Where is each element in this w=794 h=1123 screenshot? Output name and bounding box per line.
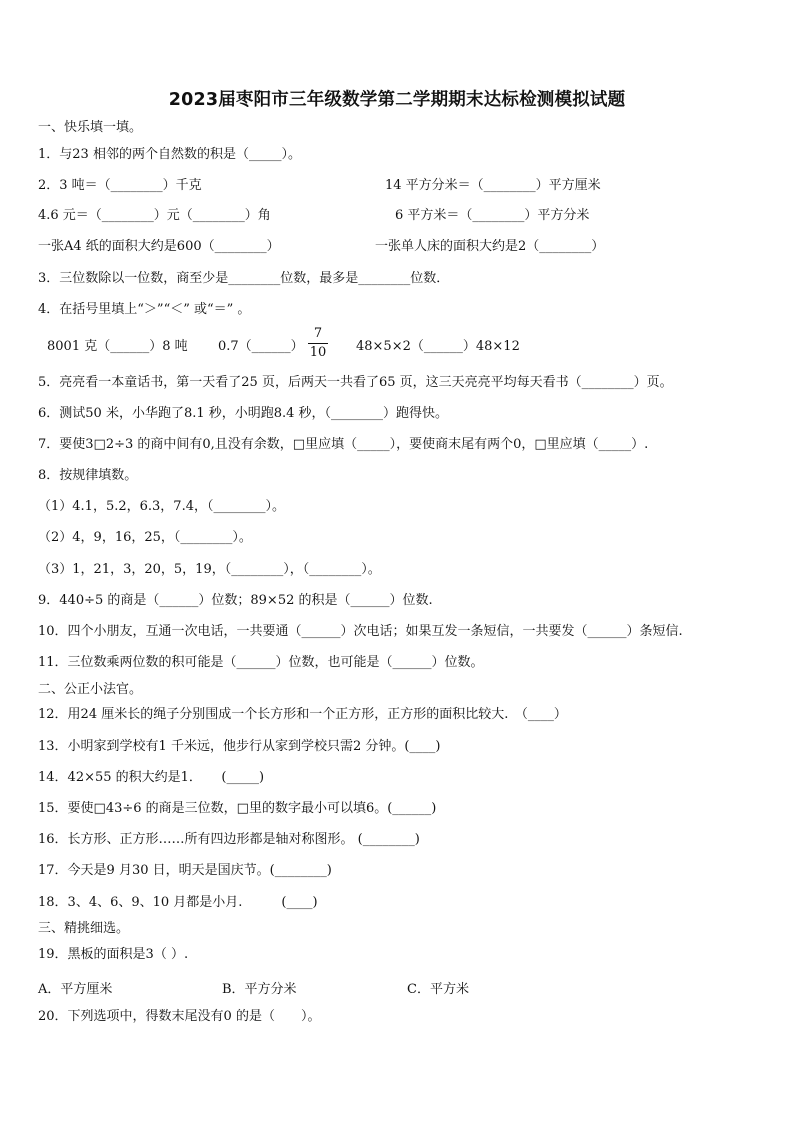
section-heading-3: 三、精挑细选。 [38, 921, 130, 936]
section-heading-2: 二、公正小法官。 [38, 682, 143, 697]
question-16: 16．长方形、正方形……所有四边形都是轴对称图形。 (________) [38, 832, 420, 847]
question-15: 15．要使□43÷6 的商是三位数，□里的数字最小可以填6。(______) [38, 801, 437, 816]
fraction-7-10 [308, 326, 328, 361]
question-4c: 48×5×2（______）48×12 [356, 339, 520, 354]
fraction-denominator: 10 [309, 345, 327, 360]
question-2c: 4.6 元＝（________）元（________）角 [38, 208, 271, 223]
fraction-numerator: 7 [313, 326, 323, 341]
question-9: 9．440÷5 的商是（______）位数；89×52 的积是（______）位数. [38, 593, 433, 608]
question-5: 5．亮亮看一本童话书，第一天看了25 页，后两天一共看了65 页，这三天亮亮平均每天看书（________）页。 [38, 375, 673, 390]
question-19-option-c[interactable]: C．平方米 [407, 982, 469, 997]
question-3: 3．三位数除以一位数，商至少是________位数，最多是________位数． [38, 271, 450, 286]
question-14: 14．42×55 的积大约是1． (_____) [38, 770, 265, 785]
question-19-stem: 19．黑板的面积是3（ ）. [38, 947, 189, 962]
question-2d: 6 平方米＝（________）平方分米 [395, 208, 590, 223]
question-2e: 一张A4 纸的面积大约是600（________） [38, 239, 280, 254]
question-18: 18．3、4、6、9、10 月都是小月. (____) [38, 895, 318, 910]
question-8-stem: 8．按规律填数。 [38, 468, 138, 483]
question-8c: （3）1，21，3，20，5，19，（________），（________）。 [38, 562, 381, 577]
page-title: 2023届枣阳市三年级数学第二学期期末达标检测模拟试题 [168, 90, 626, 110]
question-8a: （1）4.1，5.2，6.3，7.4，（________）。 [38, 499, 285, 514]
question-11: 11．三位数乘两位数的积可能是（______）位数，也可能是（______）位数。 [38, 655, 484, 670]
question-2b: 14 平方分米＝（________）平方厘米 [385, 178, 601, 193]
question-8b: （2）4，9，16，25，（________）。 [38, 530, 252, 545]
question-7: 7．要使3□2÷3 的商中间有0,且没有余数，□里应填（_____），要使商末尾有两个0，□里应填（_____）. [38, 437, 649, 452]
question-10: 10．四个小朋友，互通一次电话，一共要通（______）次电话；如果互发一条短信，一共要发（______）条短信. [38, 624, 683, 639]
question-19-option-b[interactable]: B．平方分米 [222, 982, 297, 997]
question-13: 13．小明家到学校有1 千米远，他步行从家到学校只需2 分钟。(____) [38, 739, 441, 754]
section-heading-1: 一、快乐填一填。 [38, 120, 143, 135]
question-2f: 一张单人床的面积大约是2（________） [375, 239, 605, 254]
question-4b: 0.7（______） [218, 339, 304, 354]
question-17: 17．今天是9 月30 日，明天是国庆节。(________) [38, 863, 332, 878]
question-12: 12．用24 厘米长的绳子分别围成一个长方形和一个正方形，正方形的面积比较大. （____） [38, 707, 567, 722]
question-19-option-a[interactable]: A．平方厘米 [38, 982, 113, 997]
question-2a: 2．3 吨＝（________）千克 [38, 178, 202, 193]
question-1: 1．与23 相邻的两个自然数的积是（_____）。 [38, 147, 301, 162]
fraction-bar [308, 343, 328, 344]
question-20: 20．下列选项中，得数末尾没有0 的是（ ）。 [38, 1009, 321, 1024]
question-6: 6．测试50 米，小华跑了8.1 秒，小明跑8.4 秒，（________）跑得快。 [38, 406, 449, 421]
question-4a: 8001 克（______）8 吨 [47, 339, 188, 354]
question-4-stem: 4．在括号里填上“＞”“＜” 或“＝” 。 [38, 302, 251, 317]
